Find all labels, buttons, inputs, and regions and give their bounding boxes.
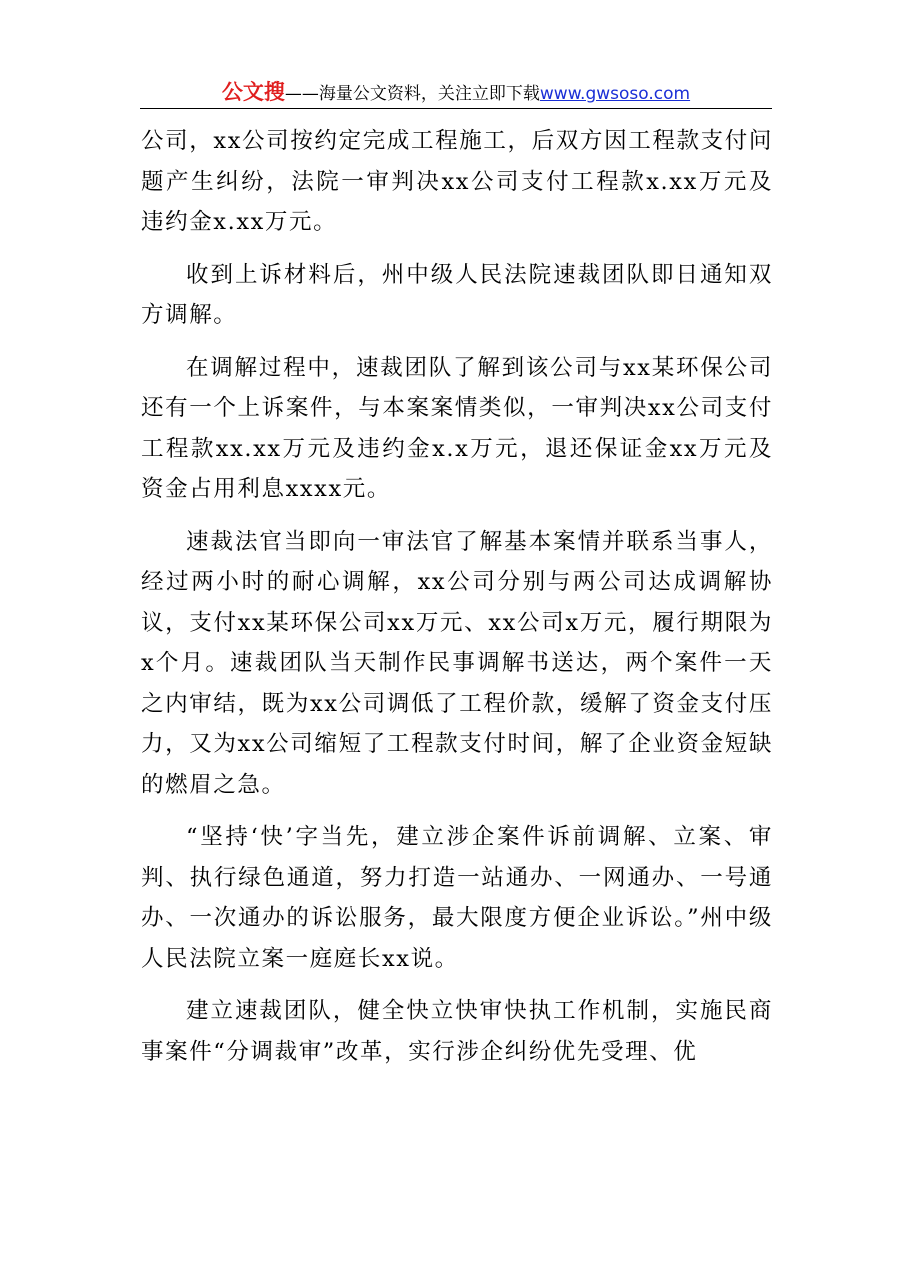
paragraph: 收到上诉材料后，州中级人民法院速裁团队即日通知双方调解。 bbox=[141, 261, 773, 328]
paragraph: “坚持‘快’字当先，建立涉企案件诉前调解、立案、审判、执行绿色通道，努力打造一站通办、一网通办、一号通办、一次通办的诉讼服务，最大限度方便企业诉讼。”州中级人民法院立案一庭庭长xx说。 bbox=[141, 824, 773, 972]
document-body bbox=[141, 121, 773, 1084]
paragraph: 在调解过程中，速裁团队了解到该公司与xx某环保公司还有一个上诉案件，与本案案情类似，一审判决xx公司支付工程款xx.xx万元及违约金x.x万元，退还保证金xx万元及资金占用利息xxxx元。 bbox=[141, 354, 773, 502]
page-header bbox=[140, 78, 772, 109]
header-tagline: ——海量公文资料，关注立即下载 bbox=[284, 84, 540, 104]
brand-logo-text: 公文搜 bbox=[221, 80, 285, 104]
paragraph-continued: 公司，xx公司按约定完成工程施工，后双方因工程款支付问题产生纠纷，法院一审判决xx公司支付工程款x.xx万元及违约金x.xx万元。 bbox=[141, 128, 773, 235]
paragraph: 建立速裁团队，健全快立快审快执工作机制，实施民商事案件“分调裁审”改革，实行涉企纠纷优先受理、优 bbox=[141, 998, 773, 1065]
website-link[interactable]: www.gwsoso.com bbox=[539, 84, 691, 104]
paragraph: 速裁法官当即向一审法官了解基本案情并联系当事人，经过两小时的耐心调解，xx公司分别与两公司达成调解协议，支付xx某环保公司xx万元、xx公司x万元，履行期限为x个月。速裁团队当天制作民事调解书送达，两个案件一天之内审结，既为xx公司调低了工程价款，缓解了资金支付压力，又为xx公司缩短了工程款支付时间，解了企业资金短缺的燃眉之急。 bbox=[141, 528, 773, 798]
